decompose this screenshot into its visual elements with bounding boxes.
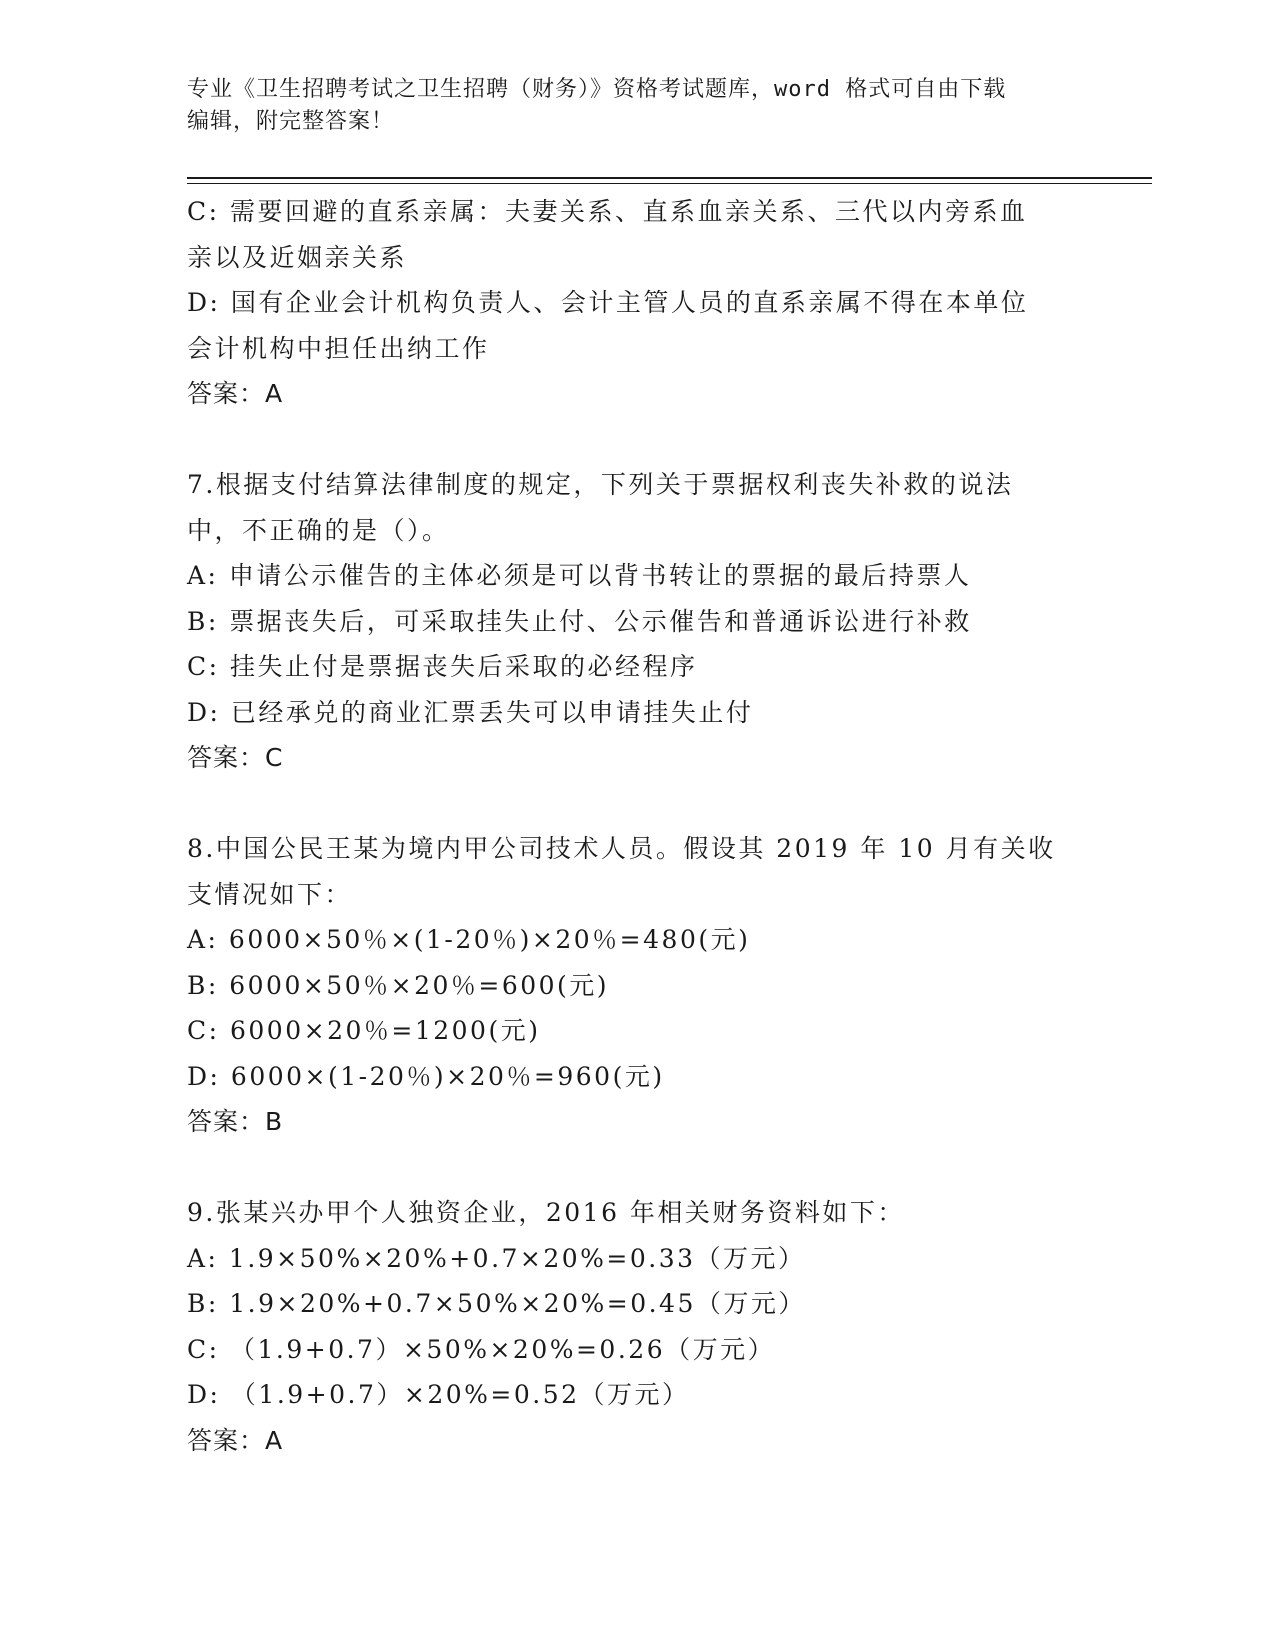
header-rule-thick <box>187 177 1152 179</box>
q8-option-a: A: 6000×50％×(1-20％)×20％=480(元) <box>187 925 751 954</box>
q6-answer: 答案：A <box>187 379 284 408</box>
question-9-block <box>187 1190 1087 1463</box>
q9-stem-line-1: 9.张某兴办甲个人独资企业，2016 年相关财务资料如下： <box>187 1198 905 1227</box>
q7-stem-line-1: 7.根据支付结算法律制度的规定，下列关于票据权利丧失补救的说法 <box>187 470 1014 499</box>
question-7-block <box>187 462 1087 781</box>
question-spacer <box>187 417 1087 463</box>
page-header <box>187 74 1067 138</box>
q8-stem-line-2: 支情况如下： <box>187 879 353 909</box>
question-6-block <box>187 189 1087 417</box>
q8-stem-line-1: 8.中国公民王某为境内甲公司技术人员。假设其 2019 年 10 月有关收 <box>187 834 1056 863</box>
header-rule-thin <box>187 183 1152 184</box>
header-line-1: 专业《卫生招聘考试之卫生招聘（财务）》资格考试题库，word 格式可自由下载 <box>187 77 1007 102</box>
q9-option-c: C: （1.9+0.7）×50%×20%=0.26（万元） <box>187 1334 776 1364</box>
q6-option-d-line-1: D: 国有企业会计机构负责人、会计主管人员的直系亲属不得在本单位 <box>187 288 1029 317</box>
q6-option-d-line-2: 会计机构中担任出纳工作 <box>187 333 490 363</box>
q8-option-b: B: 6000×50％×20％=600(元) <box>187 970 610 1000</box>
question-spacer <box>187 1145 1087 1191</box>
q8-answer: 答案：B <box>187 1107 284 1136</box>
q9-option-b: B: 1.9×20%+0.7×50%×20%=0.45（万元） <box>187 1289 806 1318</box>
q9-answer: 答案：A <box>187 1425 284 1455</box>
header-line-2: 编辑，附完整答案！ <box>187 109 395 134</box>
q7-option-d: D: 已经承兑的商业汇票丢失可以申请挂失止付 <box>187 697 754 727</box>
q7-stem-line-2: 中，不正确的是（）。 <box>187 515 450 545</box>
q7-option-c: C: 挂失止付是票据丧失后采取的必经程序 <box>187 652 698 681</box>
q8-option-c: C: 6000×20％=1200(元) <box>187 1016 541 1045</box>
q9-option-d: D: （1.9+0.7）×20%=0.52（万元） <box>187 1380 690 1409</box>
q7-option-b: B: 票据丧失后，可采取挂失止付、公示催告和普通诉讼进行补救 <box>187 606 972 636</box>
q7-answer: 答案：C <box>187 743 284 772</box>
question-spacer <box>187 781 1087 827</box>
question-list <box>187 189 1087 1463</box>
q6-option-c-line-1: C: 需要回避的直系亲属：夫妻关系、直系血亲关系、三代以内旁系血 <box>187 197 1028 226</box>
question-8-block <box>187 826 1087 1145</box>
q6-option-c-line-2: 亲以及近姻亲关系 <box>187 242 408 272</box>
q7-option-a: A: 申请公示催告的主体必须是可以背书转让的票据的最后持票人 <box>187 561 972 590</box>
q9-option-a: A: 1.9×50%×20%+0.7×20%=0.33（万元） <box>187 1243 806 1273</box>
q8-option-d: D: 6000×(1-20％)×20％=960(元) <box>187 1061 665 1091</box>
